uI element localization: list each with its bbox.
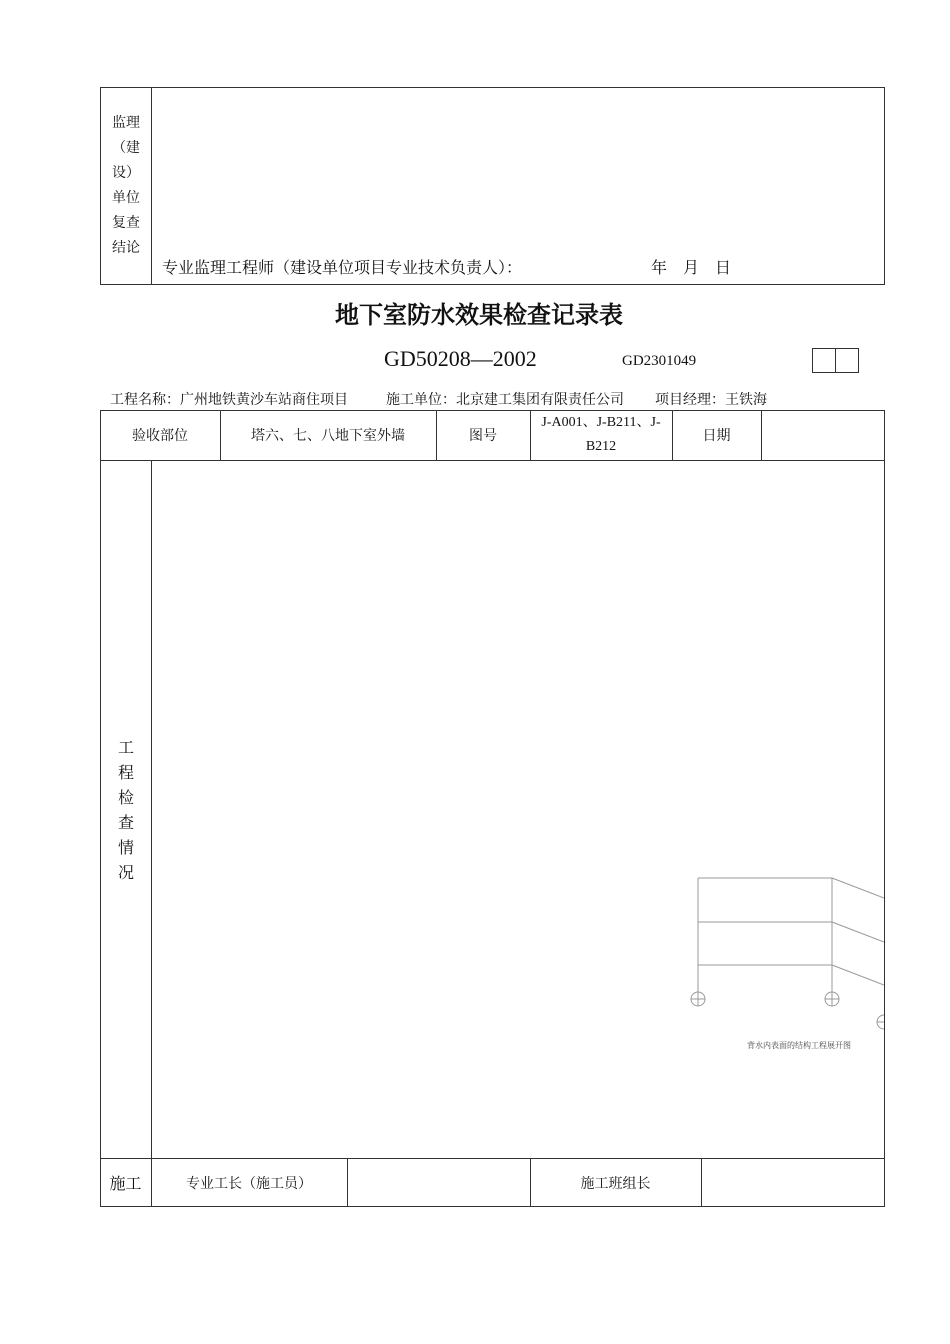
serial-number-box-1[interactable] — [812, 348, 836, 373]
project-manager: 项目经理：王铁海 — [655, 393, 767, 408]
structure-unfold-diagram — [685, 870, 884, 1035]
drawing-number-label: 图号 — [469, 429, 497, 444]
diagram-caption: 背水内表面的结构工程展开图 — [747, 1041, 851, 1050]
page-title: 地下室防水效果检查记录表 — [335, 301, 623, 329]
inspection-label-char: 检 — [117, 790, 134, 807]
supervision-label-line: 单位 — [112, 191, 140, 206]
supervision-divider — [151, 87, 152, 285]
team-leader-value[interactable] — [701, 1158, 885, 1207]
main-table — [100, 410, 885, 1207]
date-value[interactable] — [761, 410, 885, 460]
drawing-number-value[interactable] — [530, 410, 672, 460]
inspection-label-char: 查 — [117, 815, 134, 832]
form-code: GD2301049 — [622, 353, 697, 369]
supervision-label — [104, 111, 148, 261]
inspection-label-char: 工 — [117, 740, 134, 757]
supervisor-date-label: 年 月 日 — [651, 260, 732, 277]
contractor-name: 施工单位：北京建工集团有限责任公司 — [386, 393, 624, 408]
construction-label: 施工 — [109, 1176, 142, 1193]
inspection-label-char: 况 — [117, 865, 134, 882]
supervision-label-line: 设） — [112, 166, 140, 181]
inspection-label-char: 情 — [117, 840, 134, 857]
supervision-label-line: 结论 — [112, 241, 140, 256]
team-leader-label: 施工班组长 — [580, 1176, 651, 1192]
inspection-divider — [151, 460, 152, 1158]
foreman-value[interactable] — [347, 1158, 530, 1207]
inspection-label — [104, 736, 148, 886]
foreman-label: 专业工长（施工员） — [186, 1176, 312, 1192]
project-name: 工程名称：广州地铁黄沙车站商住项目 — [110, 393, 348, 408]
supervision-label-line: 监理 — [112, 116, 140, 131]
supervisor-signature-label: 专业监理工程师（建设单位项目专业技术负责人）： — [162, 260, 523, 277]
header-row-divider — [100, 460, 885, 461]
acceptance-location-label: 验收部位 — [132, 429, 188, 444]
inspection-label-char: 程 — [117, 765, 134, 782]
standard-code: GD50208—2002 — [384, 346, 537, 371]
drawing-number-line: B212 — [585, 439, 617, 454]
serial-number-box-2[interactable] — [835, 348, 859, 373]
date-label: 日期 — [702, 429, 731, 444]
supervision-label-line: （建 — [112, 141, 140, 156]
supervision-label-line: 复查 — [112, 216, 140, 231]
acceptance-location-value[interactable]: 塔六、七、八地下室外墙 — [251, 429, 405, 444]
drawing-number-line: J-A001、J-B211、J- — [541, 415, 661, 430]
